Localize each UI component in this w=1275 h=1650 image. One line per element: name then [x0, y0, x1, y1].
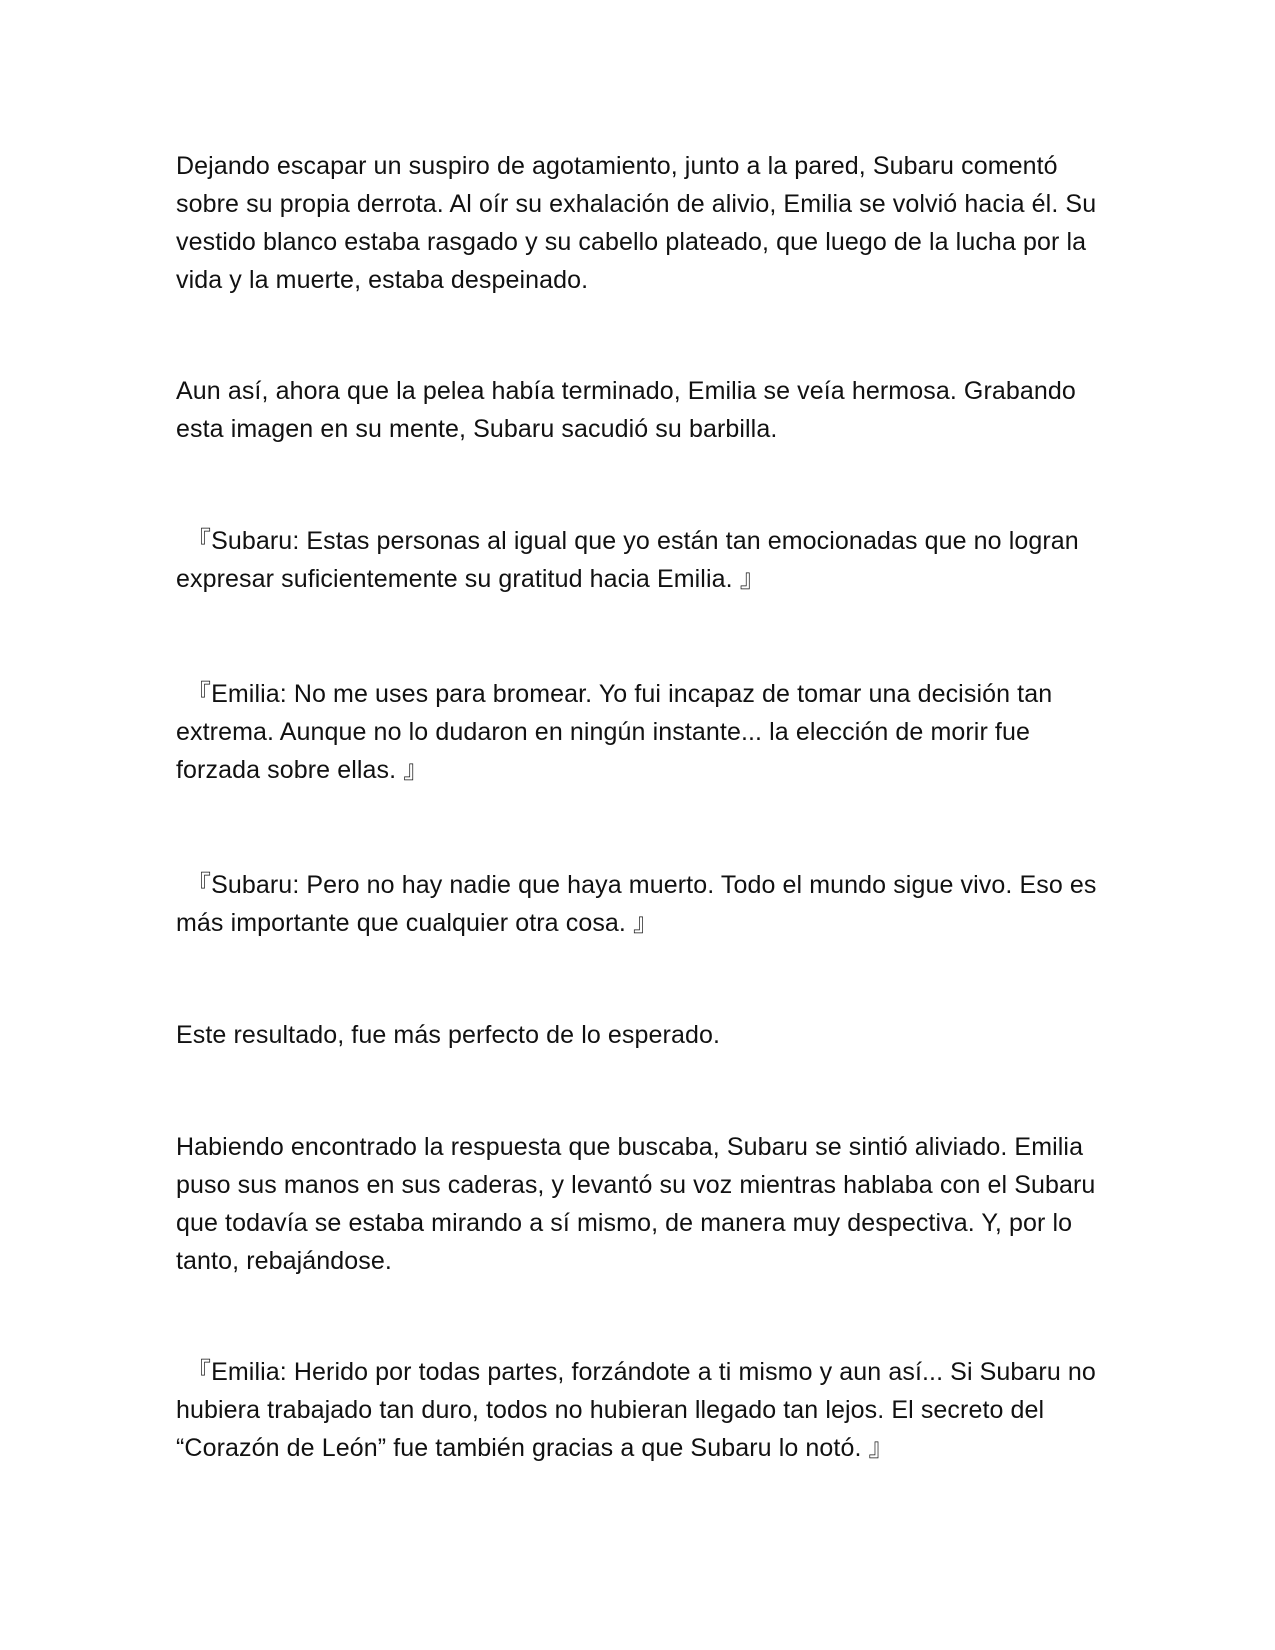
paragraph-dialogue-emilia-1: 『Emilia: No me uses para bromear. Yo fui incapaz de tomar una decisión tan extrema. Aunque no lo dudaron en ningún instante... la elección de morir fue forzada sobre ellas. 』 — [176, 680, 1053, 784]
paragraph-narration-1: Dejando escapar un suspiro de agotamiento, junto a la pared, Subaru comentó sobre su propia derrota. Al oír su exhalación de alivio, Emilia se volvió hacia él. Su vestido blanco estaba rasgado y su cabello plateado, que luego de la lucha por la vida y la muerte, estaba despeinado. — [176, 152, 1097, 294]
paragraph-narration-4: Habiendo encontrado la respuesta que buscaba, Subaru se sintió aliviado. Emilia puso sus manos en sus caderas, y levantó su voz mientras hablaba con el Subaru que todavía se estaba mirando a sí mismo, de manera muy despectiva. Y, por lo tanto, rebajándose. — [176, 1133, 1096, 1275]
paragraph-narration-3: Este resultado, fue más perfecto de lo esperado. — [176, 1021, 721, 1049]
paragraph-dialogue-subaru-2: 『Subaru: Pero no hay nadie que haya muerto. Todo el mundo sigue vivo. Eso es más importante que cualquier otra cosa. 』 — [176, 871, 1097, 937]
paragraph-dialogue-emilia-2: 『Emilia: Herido por todas partes, forzándote a ti mismo y aun así... Si Subaru no hubiera trabajado tan duro, todos no hubieran llegado tan lejos. El secreto del “Corazón de León” fue también gracias a que Subaru lo notó. 』 — [176, 1358, 1096, 1462]
paragraph-dialogue-subaru-1: 『Subaru: Estas personas al igual que yo están tan emocionadas que no logran expresar suficientemente su gratitud hacia Emilia. 』 — [176, 527, 1079, 593]
paragraph-narration-2: Aun así, ahora que la pelea había terminado, Emilia se veía hermosa. Grabando esta imagen en su mente, Subaru sacudió su barbilla. — [176, 377, 1076, 443]
